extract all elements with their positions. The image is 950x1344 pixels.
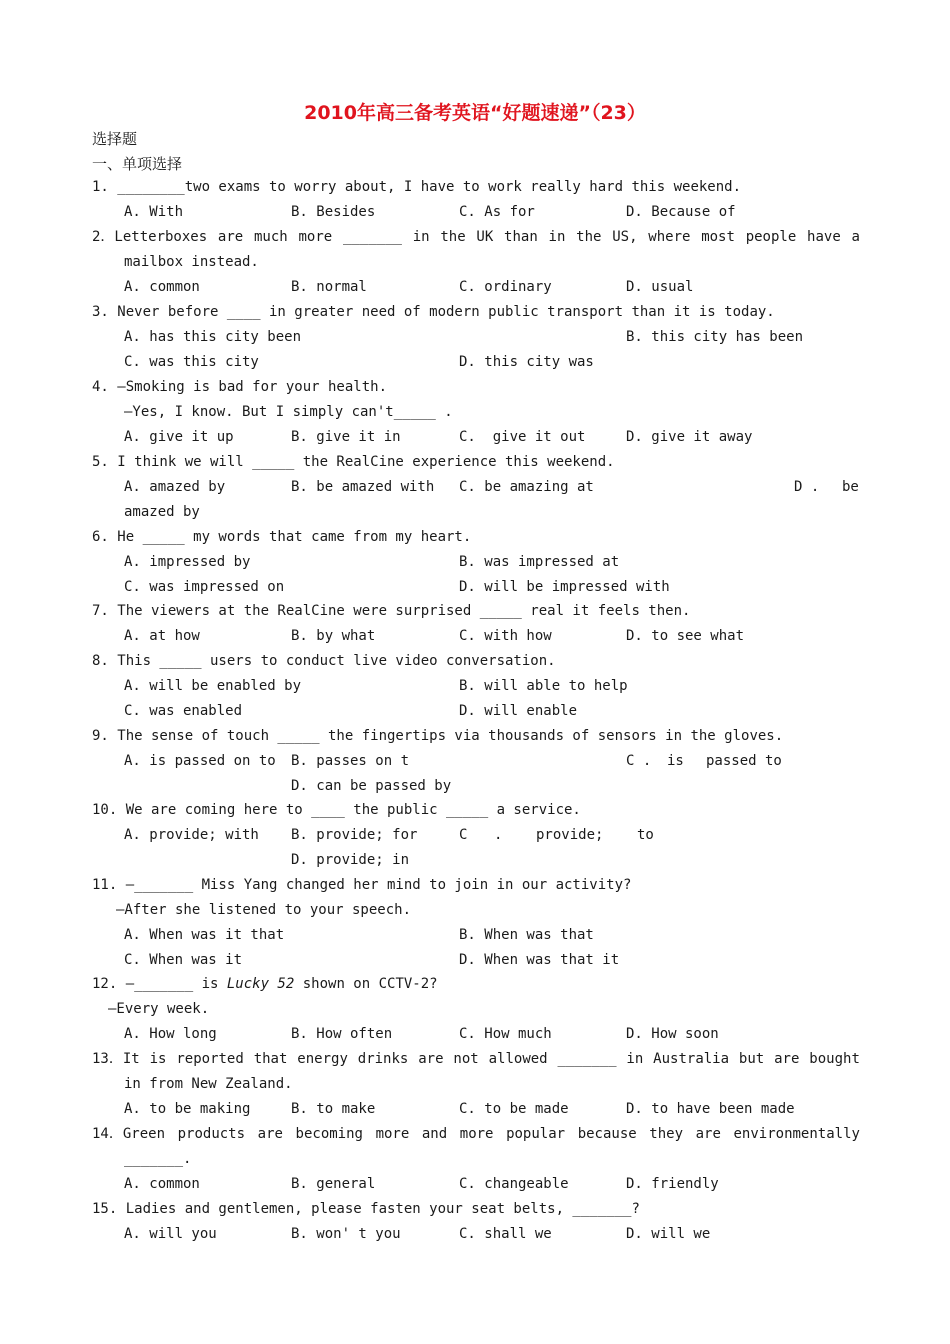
q3-option-d: D. this city was	[459, 354, 594, 370]
q13-word: Australia	[653, 1051, 730, 1067]
q5-option-d: D .	[794, 479, 820, 495]
q5-option-b: B. be amazed with	[291, 479, 435, 495]
q2-option-c: C. ordinary	[459, 279, 552, 295]
q5-option-d-cont: amazed by	[124, 504, 200, 520]
q9-option-c-word: to	[765, 753, 782, 769]
q9-option-c-word: passed	[706, 753, 757, 769]
q2-word: in	[412, 229, 430, 245]
q9-option-c-word: is	[667, 753, 684, 769]
q15-option-c: C. shall we	[459, 1226, 552, 1242]
q14-word: and	[421, 1126, 448, 1142]
question-3: 3. Never before ____ in greater need of modern public transport than it is today.	[92, 304, 775, 320]
q9-option-b: B. passes on t	[291, 753, 410, 769]
q3-option-a: A. has this city been	[124, 329, 302, 345]
q2-word: more	[298, 229, 333, 245]
q4-option-d: D. give it away	[626, 429, 753, 445]
question-6: 6. He _____ my words that came from my heart.	[92, 529, 472, 545]
q13-word: but	[738, 1051, 765, 1067]
q11-option-b: B. When was that	[459, 927, 594, 943]
q15-option-a: A. will you	[124, 1226, 217, 1242]
question-5: 5. I think we will _____ the RealCine experience this weekend.	[92, 454, 615, 470]
q4-option-b: B. give it in	[291, 429, 401, 445]
q14-word: products	[177, 1126, 246, 1142]
q14-word: more	[375, 1126, 410, 1142]
q15-option-b: B. won' t you	[291, 1226, 401, 1242]
q13-word: are	[418, 1051, 444, 1067]
q2-word: have	[807, 229, 841, 245]
question-1: 1. ________two exams to worry about, I have to work really hard this weekend.	[92, 179, 742, 195]
q12-program-name: Lucky 52	[226, 976, 295, 992]
question-12	[92, 972, 438, 997]
q14-word: more	[459, 1126, 494, 1142]
q2-word: UK	[476, 229, 494, 245]
q10-option-c-dot: .	[494, 827, 503, 843]
q13-word: 13．It	[92, 1051, 140, 1067]
q2-word: a	[851, 229, 860, 245]
q2-word: in	[548, 229, 566, 245]
q14-option-d: D. friendly	[626, 1176, 719, 1192]
q12-text-post: shown on CCTV-2?	[294, 976, 438, 992]
q14-option-b: B. general	[291, 1176, 376, 1192]
q8-option-a: A. will be enabled by	[124, 678, 302, 694]
q2-word: most	[701, 229, 735, 245]
q8-option-c: C. was enabled	[124, 703, 243, 719]
q4-option-c: C. give it out	[459, 429, 586, 445]
question-12-reply: —Every week.	[108, 1001, 210, 1017]
q13-word: in	[626, 1051, 644, 1067]
q2-word: 2．Letterboxes	[92, 229, 208, 245]
q5-option-a: A. amazed by	[124, 479, 226, 495]
question-2-cont: mailbox instead.	[124, 254, 259, 270]
q15-option-d: D. will we	[626, 1226, 711, 1242]
q13-word: that	[253, 1051, 288, 1067]
q12-text-pre: 12. —_______ is	[92, 976, 227, 992]
q10-option-c-word: provide;	[536, 827, 604, 843]
q6-option-c: C. was impressed on	[124, 579, 285, 595]
q10-option-d: D. provide; in	[291, 852, 410, 868]
q14-word: becoming	[295, 1126, 363, 1142]
question-14	[92, 1122, 860, 1147]
question-13-cont: in from New Zealand.	[124, 1076, 293, 1092]
q9-option-c: C .	[626, 753, 652, 769]
q13-word: allowed	[488, 1051, 548, 1067]
q14-word: environmentally	[733, 1126, 860, 1142]
q10-option-c-word: to	[637, 827, 654, 843]
question-13	[92, 1047, 860, 1072]
q6-option-b: B. was impressed at	[459, 554, 620, 570]
q7-option-c: C. with how	[459, 628, 552, 644]
q2-word: people	[745, 229, 797, 245]
q11-option-d: D. When was that it	[459, 952, 620, 968]
question-7: 7. The viewers at the RealCine were surprised _____ real it feels then.	[92, 603, 691, 619]
q1-option-d: D. Because of	[626, 204, 736, 220]
question-4: 4. —Smoking is bad for your health.	[92, 379, 388, 395]
q6-option-d: D. will be impressed with	[459, 579, 670, 595]
q14-word: 14．Green	[92, 1126, 166, 1142]
q2-word: US,	[612, 229, 638, 245]
q14-word: because	[577, 1126, 637, 1142]
q5-option-c: C. be amazing at	[459, 479, 594, 495]
q13-word: _______	[557, 1051, 617, 1067]
section-heading: 选择题	[92, 130, 138, 148]
q13-option-a: A. to be making	[124, 1101, 251, 1117]
question-11-reply: —After she listened to your speech.	[116, 902, 412, 918]
q6-option-a: A. impressed by	[124, 554, 251, 570]
q10-option-a: A. provide; with	[124, 827, 259, 843]
question-11: 11. —_______ Miss Yang changed her mind to join in our activity?	[92, 877, 632, 893]
q13-option-b: B. to make	[291, 1101, 376, 1117]
question-14-cont: _______.	[124, 1151, 192, 1167]
q2-word: than	[504, 229, 538, 245]
question-8: 8. This _____ users to conduct live video conversation.	[92, 653, 556, 669]
q13-word: is	[149, 1051, 167, 1067]
q11-option-a: A. When was it that	[124, 927, 285, 943]
question-2	[92, 225, 860, 250]
q13-word: energy	[297, 1051, 348, 1067]
q1-option-c: C. As for	[459, 204, 535, 220]
page-title: 2010年高三备考英语“好题速递”（23）	[304, 102, 646, 124]
q13-word: are	[774, 1051, 800, 1067]
q13-word: drinks	[357, 1051, 409, 1067]
question-9: 9. The sense of touch _____ the fingertips via thousands of sensors in the gloves.	[92, 728, 784, 744]
q2-word: the	[576, 229, 602, 245]
q9-option-a: A. is passed on to	[124, 753, 276, 769]
q13-word: bought	[809, 1051, 860, 1067]
q14-word: they	[649, 1126, 684, 1142]
q13-option-d: D. to have been made	[626, 1101, 795, 1117]
q2-word: much	[253, 229, 288, 245]
q14-word: popular	[506, 1126, 566, 1142]
q14-option-c: C. changeable	[459, 1176, 569, 1192]
q2-word: where	[648, 229, 691, 245]
q10-option-b: B. provide; for	[291, 827, 418, 843]
q7-option-a: A. at how	[124, 628, 200, 644]
q12-option-d: D. How soon	[626, 1026, 719, 1042]
q2-option-a: A. common	[124, 279, 200, 295]
q13-word: not	[453, 1051, 479, 1067]
q2-option-b: B. normal	[291, 279, 367, 295]
q13-option-c: C. to be made	[459, 1101, 569, 1117]
q4-option-a: A. give it up	[124, 429, 234, 445]
question-15: 15. Ladies and gentlemen, please fasten your seat belts, _______?	[92, 1201, 640, 1217]
q12-option-c: C. How much	[459, 1026, 552, 1042]
q3-option-c: C. was this city	[124, 354, 259, 370]
q5-option-d-word: be	[842, 479, 859, 495]
q2-word: the	[440, 229, 466, 245]
q2-word: _______	[342, 229, 402, 245]
q3-option-b: B. this city has been	[626, 329, 804, 345]
subsection-heading: 一、单项选择	[92, 155, 183, 173]
q10-option-c: C	[459, 827, 468, 843]
q14-word: are	[257, 1126, 283, 1142]
q8-option-d: D. will enable	[459, 703, 578, 719]
q11-option-c: C. When was it	[124, 952, 243, 968]
q1-option-b: B. Besides	[291, 204, 376, 220]
q1-option-a: A. With	[124, 204, 184, 220]
q8-option-b: B. will able to help	[459, 678, 628, 694]
q7-option-d: D. to see what	[626, 628, 745, 644]
q2-option-d: D. usual	[626, 279, 694, 295]
q7-option-b: B. by what	[291, 628, 376, 644]
q14-option-a: A. common	[124, 1176, 200, 1192]
q12-option-a: A. How long	[124, 1026, 217, 1042]
question-4-reply: —Yes, I know. But I simply can't_____ .	[124, 404, 453, 420]
q12-option-b: B. How often	[291, 1026, 393, 1042]
question-10: 10. We are coming here to ____ the public _____ a service.	[92, 802, 581, 818]
q2-word: are	[217, 229, 244, 245]
q9-option-d: D. can be passed by	[291, 778, 452, 794]
q14-word: are	[695, 1126, 721, 1142]
q13-word: reported	[176, 1051, 244, 1067]
